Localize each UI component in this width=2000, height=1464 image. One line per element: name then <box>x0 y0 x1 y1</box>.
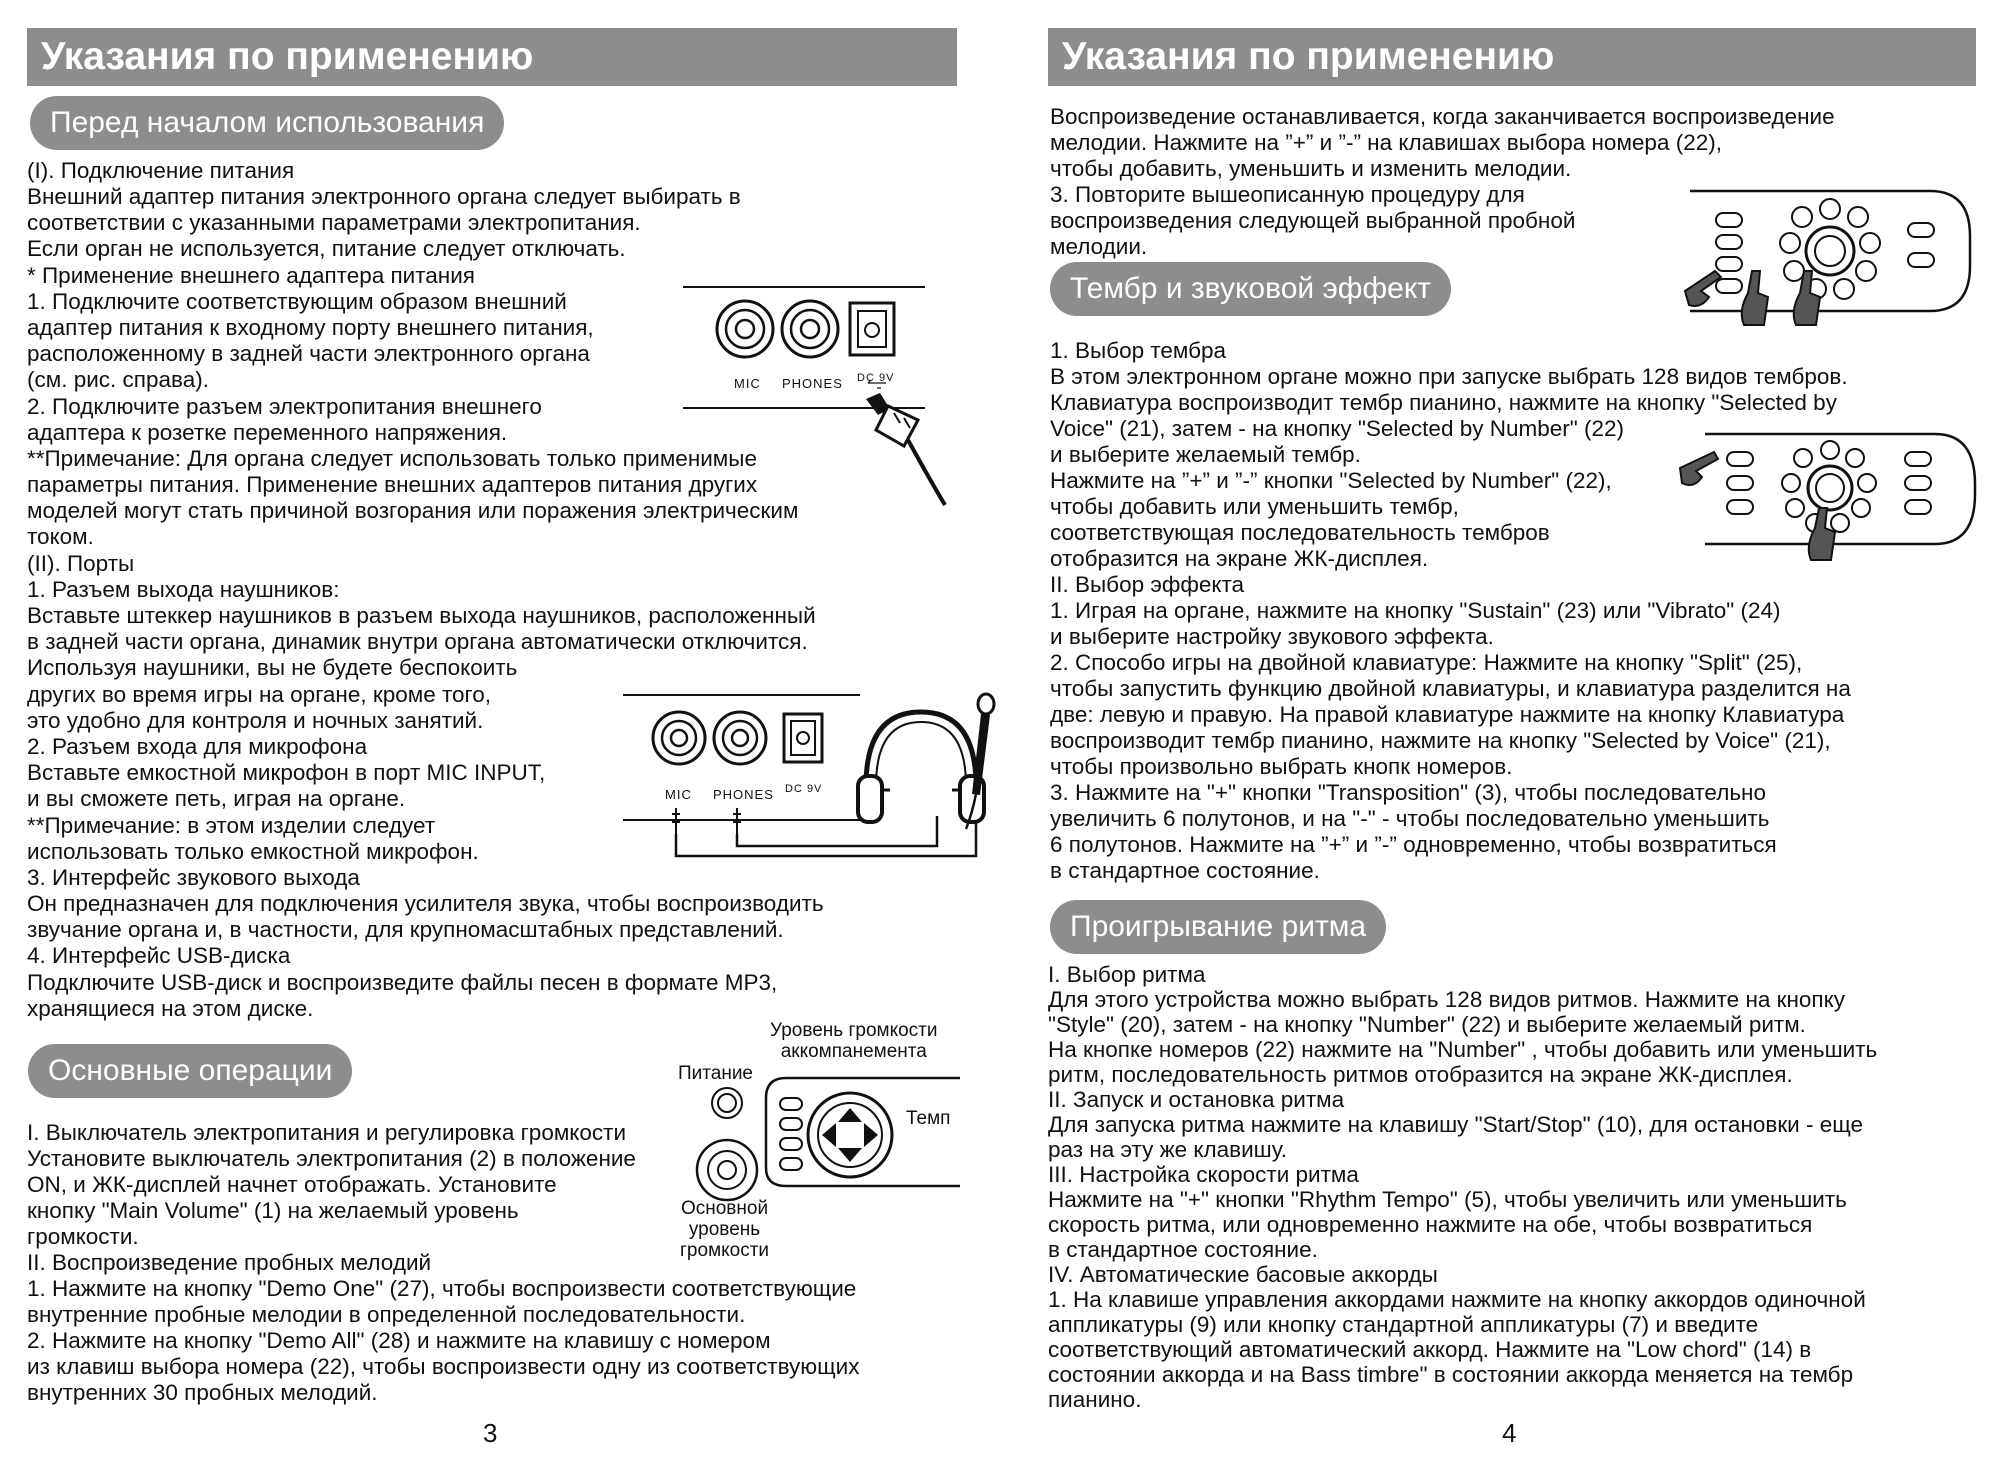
label-line: Уровень громкости <box>770 1020 938 1041</box>
text-line: внутренние пробные мелодии в определенной последовательности. <box>27 1302 746 1327</box>
text-line: адаптер питания к входному порту внешнего питания, <box>27 315 594 340</box>
text-line: отобразится на экране ЖК-дисплея. <box>1050 546 1429 571</box>
fig2-phones-label: PHONES <box>713 787 774 802</box>
text-line: 2. Нажмите на кнопку "Demo All" (28) и нажмите на клавишу с номером <box>27 1328 771 1353</box>
text-line: (см. рис. справа). <box>27 367 209 392</box>
label-line: Основной <box>680 1198 769 1219</box>
text-line: Внешний адаптер питания электронного органа следует выбирать в <box>27 184 741 209</box>
text-line: чтобы добавить или уменьшить тембр, <box>1050 494 1459 519</box>
text-line: (II). Порты <box>27 551 135 576</box>
text-line: чтобы добавить, уменьшить и изменить мелодии. <box>1050 156 1572 181</box>
text-line: соответствии с указанными параметрами электропитания. <box>27 210 641 235</box>
section-timbre-effect: Тембр и звуковой эффект <box>1050 262 1451 316</box>
text-line: Voice" (21), затем - на кнопку "Selected by Number" (22) <box>1050 416 1625 441</box>
label-tempo: Темп <box>906 1108 951 1129</box>
demo-buttons-illustration <box>1680 183 1980 343</box>
text-line: других во время игры на органе, кроме того, <box>27 682 492 707</box>
text-line: 3. Повторите вышеописанную процедуру для <box>1050 182 1525 207</box>
text-line: в задней части органа, динамик внутри органа автоматически отключится. <box>27 629 808 654</box>
text-line: Он предназначен для подключения усилителя звука, чтобы воспроизводить <box>27 891 824 916</box>
text-line: 1. Играя на органе, нажмите на кнопку "Sustain" (23) или "Vibrato" (24) <box>1050 598 1781 623</box>
text-line: это удобно для контроля и ночных занятий. <box>27 708 484 733</box>
text-line: состоянии аккорда и на Bass timbre" в состоянии аккорда меняется на тембр <box>1048 1362 1854 1387</box>
power-button-icon <box>712 1088 742 1118</box>
text-line: **Примечание: в этом изделии следует <box>27 813 436 838</box>
label-line: громкости <box>680 1240 770 1261</box>
text-line: током. <box>27 524 94 549</box>
text-line: хранящиеся на этом диске. <box>27 996 314 1021</box>
text-line: 2. Подключите разъем электропитания внешнего <box>27 394 542 419</box>
text-line: чтобы запустить функцию двойной клавиатуры, и клавиатура разделится на <box>1050 676 1851 701</box>
text-line: в стандартное состояние. <box>1050 858 1320 883</box>
text-line: 3. Нажмите на "+" кнопки "Transposition" (3), чтобы последовательно <box>1050 780 1766 805</box>
text-line: Воспроизведение останавливается, когда заканчивается воспроизведение <box>1050 104 1835 129</box>
text-line: и выберите желаемый тембр. <box>1050 442 1361 467</box>
text-line: параметры питания. Применение внешних адаптеров питания других <box>27 472 758 497</box>
text-line: Нажмите на "+" кнопки "Rhythm Tempo" (5), чтобы увеличить или уменьшить <box>1048 1187 1847 1212</box>
right-header: Указания по применению <box>1048 28 1976 86</box>
text-line: увеличить 6 полутонов, и на "-" - чтобы последовательно уменьшить <box>1050 806 1770 831</box>
text-line: и вы сможете петь, играя на органе. <box>27 786 406 811</box>
power-jack-illustration <box>680 280 930 510</box>
text-line: соответствующий автоматический аккорд. Нажмите на "Low chord" (14) в <box>1048 1337 1812 1362</box>
text-line: соответствующая последовательность тембров <box>1050 520 1550 545</box>
fig1-dc-label: DC 9V <box>857 372 895 384</box>
text-line: Если орган не используется, питание следует отключать. <box>27 236 626 261</box>
tempo-dial-icon <box>808 1093 892 1177</box>
text-line: 1. Разъем выхода наушников: <box>27 577 340 602</box>
text-line: расположенному в задней части электронного органа <box>27 341 590 366</box>
text-line: 1. Подключите соответствующим образом внешний <box>27 289 567 314</box>
text-line: I. Выключатель электропитания и регулировка громкости <box>27 1120 627 1145</box>
text-line: 1. Нажмите на кнопку "Demo One" (27), чтобы воспроизвести соответствующие <box>27 1276 857 1301</box>
right-page <box>1000 0 2000 1464</box>
text-line: I. Выбор ритма <box>1048 962 1206 987</box>
text-line: **Примечание: Для органа следует использовать только применимые <box>27 446 757 471</box>
fig2-mic-label: MIC <box>665 787 692 802</box>
text-line: Клавиатура воспроизводит тембр пианино, нажмите на кнопку "Selected by <box>1050 390 1837 415</box>
text-line: две: левую и правую. На правой клавиатуре нажмите на кнопку Клавиатура <box>1050 702 1845 727</box>
fig1-phones-label: PHONES <box>782 376 843 391</box>
text-line: 1. Выбор тембра <box>1050 338 1227 363</box>
text-line: 2. Способо игры на двойной клавиатуре: Нажмите на кнопку "Split" (25), <box>1050 650 1803 675</box>
text-line: скорость ритма, или одновременно нажмите на обе, чтобы возвратиться <box>1048 1212 1813 1237</box>
text-line: Подключите USB-диск и воспроизведите файлы песен в формате MP3, <box>27 970 778 995</box>
text-line: чтобы произвольно выбрать кнопк номеров. <box>1050 754 1513 779</box>
text-line: раз на эту же клавишу. <box>1048 1137 1287 1162</box>
section-basic-operations: Основные операции <box>28 1044 352 1098</box>
text-line: 1. На клавише управления аккордами нажмите на кнопку аккордов одиночной <box>1048 1287 1866 1312</box>
label-accompaniment-volume <box>770 1020 938 1062</box>
section-rhythm-playback: Проигрывание ритма <box>1050 900 1386 954</box>
volume-knob-icon <box>697 1140 757 1200</box>
text-line: 2. Разъем входа для микрофона <box>27 734 368 759</box>
text-line: II. Запуск и остановка ритма <box>1048 1087 1345 1112</box>
text-line: На кнопке номеров (22) нажмите на "Number" , чтобы добавить или уменьшить <box>1048 1037 1878 1062</box>
text-line: (I). Подключение питания <box>27 158 295 183</box>
text-line: ритм, последовательность ритмов отобразится на экране ЖК-дисплея. <box>1048 1062 1793 1087</box>
text-line: моделей могут стать причиной возгорания или поражения электрическим <box>27 498 799 523</box>
headphones-mic-illustration <box>620 690 1000 870</box>
text-line: Нажмите на ”+” и ”-” кнопки "Selected by Number" (22), <box>1050 468 1612 493</box>
fig2-dc-label: DC 9V <box>785 783 823 795</box>
text-line: внутренних 30 пробных мелодий. <box>27 1380 378 1405</box>
text-line: II. Выбор эффекта <box>1050 572 1245 597</box>
microphone-icon <box>978 694 994 714</box>
pointing-finger-icon <box>1680 452 1718 485</box>
text-line: из клавиш выбора номера (22), чтобы воспроизвести одну из соответствующих <box>27 1354 860 1379</box>
text-line: мелодии. <box>1050 234 1148 259</box>
label-line: уровень <box>688 1219 761 1240</box>
text-line: 6 полутонов. Нажмите на ”+” и ”-” одновременно, чтобы возвратиться <box>1050 832 1777 857</box>
text-line: В этом электронном органе можно при запуске выбрать 128 видов тембров. <box>1050 364 1848 389</box>
text-line: воспроизводит тембр пианино, нажмите на кнопку "Selected by Voice" (21), <box>1050 728 1831 753</box>
text-line: мелодии. Нажмите на ”+” и ”-” на клавишах выбора номера (22), <box>1050 130 1722 155</box>
pointing-finger-icon <box>1742 271 1768 325</box>
text-line: Для запуска ритма нажмите на клавишу "Start/Stop" (10), для остановки - еще <box>1048 1112 1864 1137</box>
text-line: аппликатуры (9) или кнопку стандартной аппликатуры (7) и введите <box>1048 1312 1759 1337</box>
page-number-left: 3 <box>483 1418 498 1448</box>
fig1-mic-label: MIC <box>734 376 761 391</box>
section-before-use: Перед началом использования <box>30 96 504 150</box>
text-line: Вставьте емкостной микрофон в порт MIC INPUT, <box>27 760 546 785</box>
text-line: воспроизведения следующей выбранной пробной <box>1050 208 1576 233</box>
text-line: в стандартное состояние. <box>1048 1237 1318 1262</box>
text-line: II. Воспроизведение пробных мелодий <box>27 1250 432 1275</box>
text-line: звучание органа и, в частности, для крупномасштабных представлений. <box>27 917 784 942</box>
text-line: Для этого устройства можно выбрать 128 видов ритмов. Нажмите на кнопку <box>1048 987 1845 1012</box>
text-line: ON, и ЖК-дисплей начнет отображать. Установите <box>27 1172 557 1197</box>
text-line: кнопку "Main Volume" (1) на желаемый уровень <box>27 1198 519 1223</box>
text-line: Используя наушники, вы не будете беспокоить <box>27 655 518 680</box>
text-line: Установите выключатель электропитания (2) в положение <box>27 1146 636 1171</box>
text-line: использовать только емкостной микрофон. <box>27 839 479 864</box>
text-line: и выберите настройку звукового эффекта. <box>1050 624 1494 649</box>
text-line: III. Настройка скорости ритма <box>1048 1162 1359 1187</box>
text-line: адаптера к розетке переменного напряжения. <box>27 420 508 445</box>
text-line: 4. Интерфейс USB-диска <box>27 943 291 968</box>
text-line: пианино. <box>1048 1387 1142 1412</box>
label-main-volume <box>680 1198 769 1261</box>
pointing-finger-icon <box>1809 508 1835 560</box>
text-line: громкости. <box>27 1224 139 1249</box>
text-line: 3. Интерфейс звукового выхода <box>27 865 360 890</box>
left-header: Указания по применению <box>27 28 957 86</box>
page-number-right: 4 <box>1502 1418 1517 1448</box>
label-line: аккомпанемента <box>780 1041 927 1062</box>
text-line: Вставьте штеккер наушников в разъем выхода наушников, расположенный <box>27 603 816 628</box>
text-line: * Применение внешнего адаптера питания <box>27 263 475 288</box>
timbre-buttons-illustration <box>1675 428 1985 568</box>
label-power: Питание <box>678 1063 753 1084</box>
text-line: "Style" (20), затем - на кнопку "Number" (22) и выберите желаемый ритм. <box>1048 1012 1806 1037</box>
text-line: IV. Автоматические басовые аккорды <box>1048 1262 1438 1287</box>
